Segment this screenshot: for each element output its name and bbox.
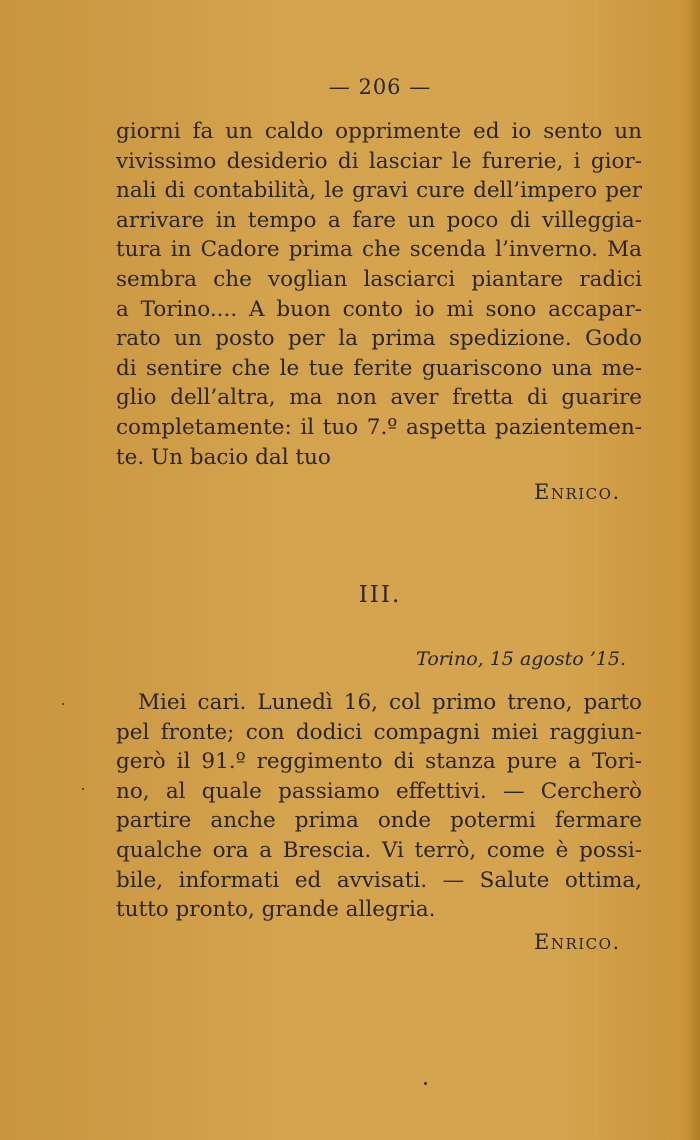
dateline: Torino, 15 agosto ’15. — [416, 648, 626, 670]
text-line: Miei cari. Lunedì 16, col primo treno, parto — [138, 690, 642, 715]
text-line: completamente: il tuo 7.º aspetta pazientemen- — [116, 414, 642, 440]
text-line: tutto pronto, grande allegria. — [116, 897, 436, 923]
paper-speck — [62, 703, 64, 705]
text-line: no, al quale passiamo effettivi. — Cercherò — [116, 778, 642, 804]
text-line: sembra che voglian lasciarci piantare radici — [116, 266, 642, 292]
text-line: pel fronte; con dodici compagni miei raggiun- — [116, 719, 642, 745]
text-line: di sentire che le tue ferite guariscono una me- — [116, 355, 642, 381]
paper-speck — [82, 788, 84, 790]
page-edge-shadow — [686, 0, 700, 1140]
text-line: tura in Cadore prima che scenda l’inverno. Ma — [116, 237, 642, 263]
text-line: gerò il 91.º reggimento di stanza pure a Tori- — [116, 749, 642, 775]
letter-body — [116, 117, 642, 472]
text-line: giorni fa un caldo opprimente ed io sento un — [116, 119, 642, 144]
text-line: rato un posto per la prima spedizione. Godo — [116, 326, 642, 352]
text-line: bile, informati ed avvisati. — Salute ottima, — [116, 867, 642, 893]
section-heading: III. — [358, 582, 402, 608]
text-line: arrivare in tempo a fare un poco di villeggia- — [116, 207, 642, 233]
signature: Enrico. — [534, 930, 621, 954]
text-line: a Torino.... A buon conto io mi sono accapar- — [116, 296, 642, 322]
text-line: partire anche prima onde potermi fermare — [116, 808, 642, 834]
text-line: vivissimo desiderio di lasciar le furerie, i gior- — [116, 148, 642, 174]
page-number: — 206 — — [328, 75, 432, 99]
signature: Enrico. — [534, 480, 621, 504]
text-line: glio dell’altra, ma non aver fretta di guarire — [116, 385, 642, 411]
letter-body — [116, 688, 642, 925]
text-line: te. Un bacio dal tuo — [116, 444, 331, 470]
paper-speck — [424, 1082, 427, 1085]
text-line: qualche ora a Brescia. Vi terrò, come è possi- — [116, 837, 642, 863]
text-line: nali di contabilità, le gravi cure dell’impero per — [116, 178, 642, 204]
